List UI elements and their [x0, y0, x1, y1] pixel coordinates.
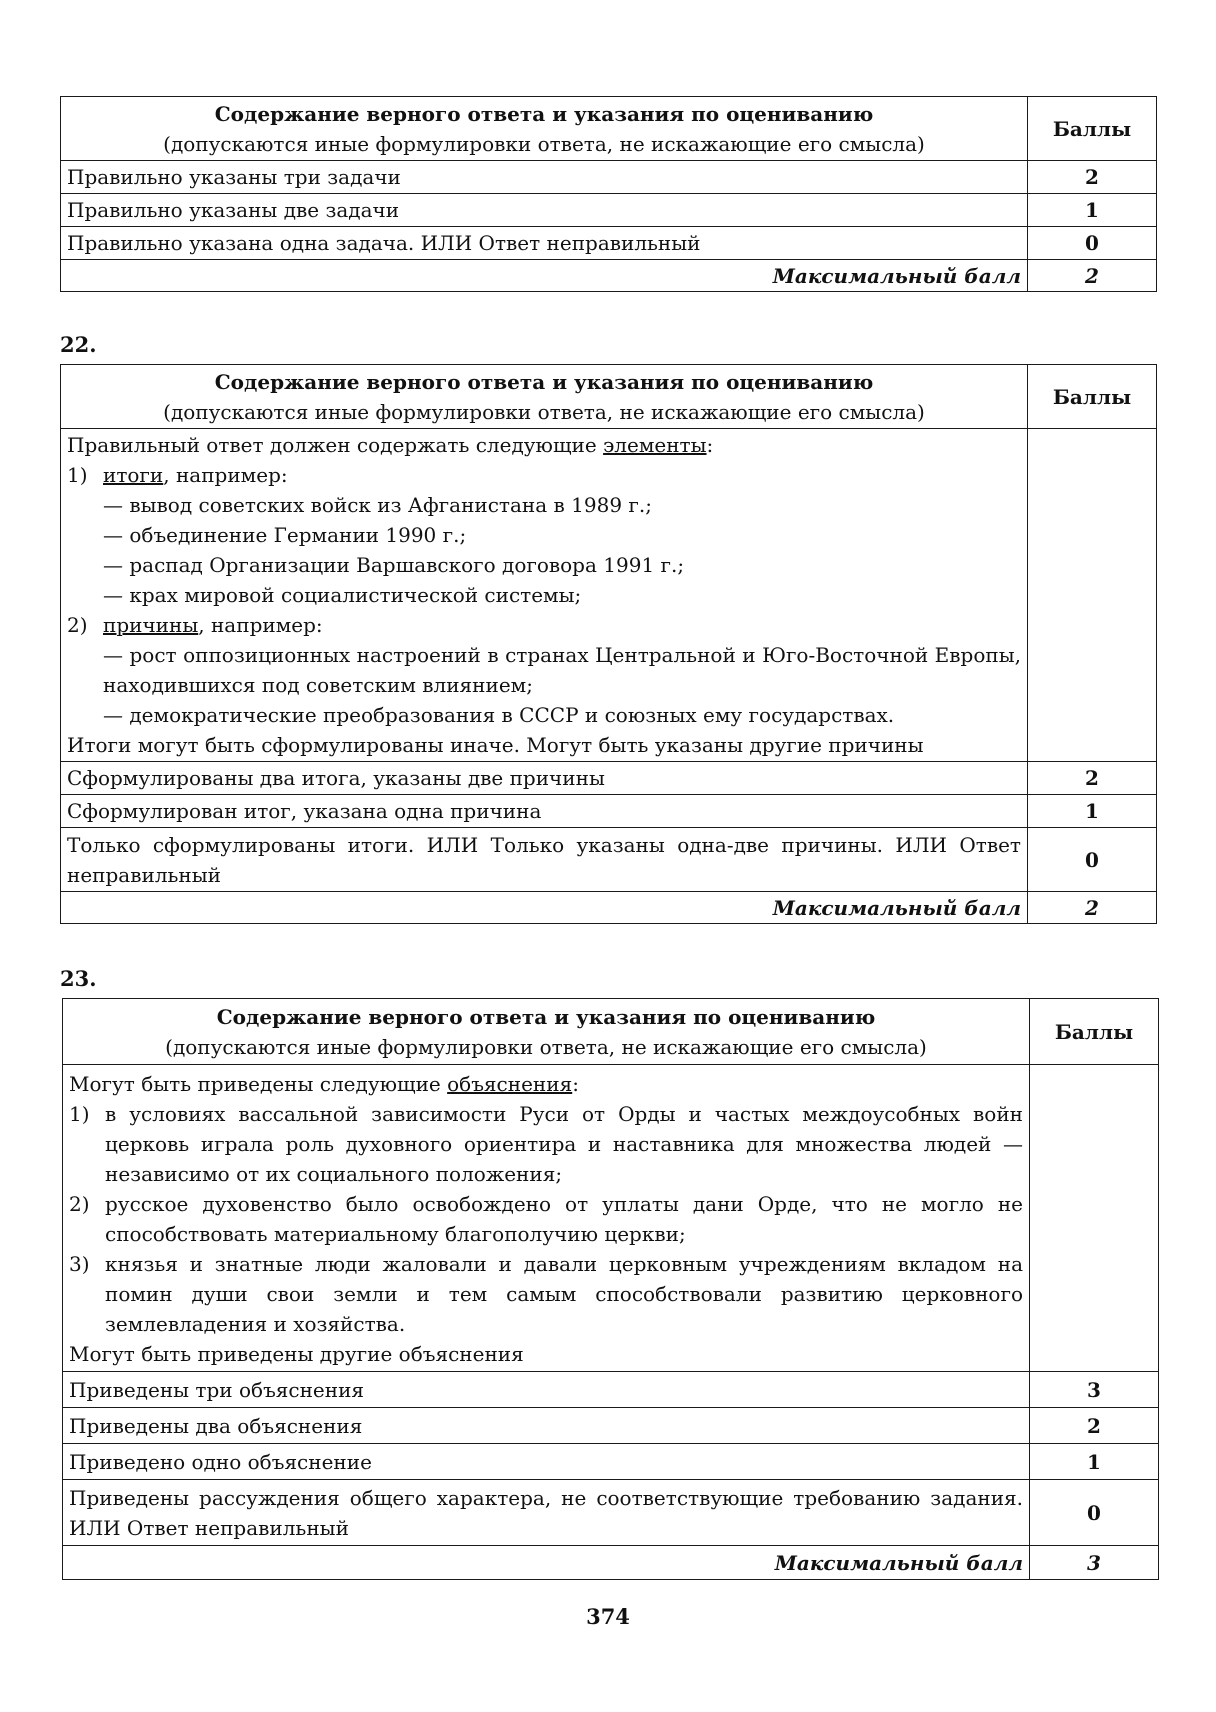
header-cell — [61, 97, 1028, 161]
element-example: — крах мировой социалистической системы; — [103, 583, 582, 607]
table-row — [61, 828, 1157, 892]
criterion-score: 0 — [1028, 828, 1157, 892]
empty-score-cell — [1030, 1065, 1159, 1372]
header-note: (допускаются иные формулировки ответа, не искажающие его смысла) — [163, 131, 925, 156]
element-item: 3) князья и знатные люди жаловали и давали церковным учреждениям вкладом на помин души свои земли и тем самым способствовали развитию церковного землевладения и хозяйства. — [69, 1252, 1023, 1336]
criterion-score: 1 — [1028, 194, 1157, 227]
table-row — [61, 161, 1157, 194]
max-score: 2 — [1028, 892, 1157, 924]
criterion-score: 2 — [1030, 1408, 1159, 1444]
max-row — [63, 1546, 1159, 1580]
max-label: Максимальный балл — [61, 892, 1028, 924]
criterion-text: Правильно указаны две задачи — [61, 194, 1028, 227]
element-example: — вывод советских войск из Афганистана в 1989 г.; — [103, 493, 652, 517]
table-row — [63, 1408, 1159, 1444]
header-note: (допускаются иные формулировки ответа, не искажающие его смысла) — [163, 399, 925, 424]
element-item: 1) в условиях вассальной зависимости Руси от Орды и частых междоусобных войн церковь играла роль духовного ориентира и наставника для множества людей — независимо от их социального положения; — [69, 1102, 1023, 1186]
element-example: — демократические преобразования в СССР и союзных ему государствах. — [103, 703, 895, 727]
criterion-score: 3 — [1030, 1372, 1159, 1408]
criterion-score: 0 — [1028, 227, 1157, 260]
table-row — [61, 762, 1157, 795]
answer-elements — [61, 429, 1028, 762]
elements-closing: Могут быть приведены другие объяснения — [69, 1342, 524, 1366]
elements-closing: Итоги могут быть сформулированы иначе. Могут быть указаны другие причины — [67, 733, 924, 757]
table-row — [61, 795, 1157, 828]
score-header: Баллы — [1030, 999, 1159, 1065]
max-label: Максимальный балл — [63, 1546, 1030, 1580]
criterion-text: Сформулирован итог, указана одна причина — [61, 795, 1028, 828]
table-row — [63, 1480, 1159, 1546]
criterion-score: 1 — [1028, 795, 1157, 828]
table-row — [63, 1444, 1159, 1480]
answer-content-row — [61, 429, 1157, 762]
header-title: Содержание верного ответа и указания по оцениванию — [216, 1004, 876, 1029]
max-row — [61, 260, 1157, 292]
criterion-text: Приведены рассуждения общего характера, не соответствующие требованию задания. ИЛИ Ответ неправильный — [63, 1480, 1030, 1546]
max-label: Максимальный балл — [61, 260, 1028, 292]
header-title: Содержание верного ответа и указания по оцениванию — [214, 101, 874, 126]
table-row — [61, 194, 1157, 227]
element-example: — рост оппозиционных настроений в странах Центральной и Юго-Восточной Европы, находившихся под советским влиянием; — [103, 643, 1021, 697]
criterion-text: Сформулированы два итога, указаны две причины — [61, 762, 1028, 795]
score-header: Баллы — [1028, 365, 1157, 429]
max-score: 2 — [1028, 260, 1157, 292]
criterion-text: Приведены два объяснения — [63, 1408, 1030, 1444]
element-example: — объединение Германии 1990 г.; — [103, 523, 467, 547]
criterion-text: Только сформулированы итоги. ИЛИ Только указаны одна-две причины. ИЛИ Ответ неправильный — [61, 828, 1028, 892]
max-score: 3 — [1030, 1546, 1159, 1580]
criterion-text: Правильно указана одна задача. ИЛИ Ответ неправильный — [61, 227, 1028, 260]
criterion-text: Приведены три объяснения — [63, 1372, 1030, 1408]
answer-content-row — [63, 1065, 1159, 1372]
criterion-score: 2 — [1028, 762, 1157, 795]
criterion-score: 1 — [1030, 1444, 1159, 1480]
header-cell — [61, 365, 1028, 429]
criterion-score: 2 — [1028, 161, 1157, 194]
header-title: Содержание верного ответа и указания по оцениванию — [214, 369, 874, 394]
element-item: 2) причины, например: — [67, 613, 323, 637]
header-cell — [63, 999, 1030, 1065]
element-example: — распад Организации Варшавского договора 1991 г.; — [103, 553, 685, 577]
criterion-text: Правильно указаны три задачи — [61, 161, 1028, 194]
table-22 — [60, 364, 1156, 924]
header-note: (допускаются иные формулировки ответа, не искажающие его смысла) — [165, 1034, 927, 1059]
max-row — [61, 892, 1157, 924]
task-number-23: 23. — [60, 966, 97, 991]
answer-elements — [63, 1065, 1030, 1372]
element-item: 2) русское духовенство было освобождено от уплаты дани Орде, что не могло не способствовать материальному благополучию церкви; — [69, 1192, 1023, 1246]
page-number: 374 — [586, 1604, 630, 1629]
table-21 — [60, 96, 1156, 292]
table-23 — [62, 998, 1158, 1580]
criterion-text: Приведено одно объяснение — [63, 1444, 1030, 1480]
element-item: 1) итоги, например: — [67, 463, 288, 487]
elements-intro: Могут быть приведены следующие объяснения: — [69, 1072, 579, 1096]
task-number-22: 22. — [60, 332, 97, 357]
criterion-score: 0 — [1030, 1480, 1159, 1546]
table-row — [61, 227, 1157, 260]
table-row — [63, 1372, 1159, 1408]
empty-score-cell — [1028, 429, 1157, 762]
score-header: Баллы — [1028, 97, 1157, 161]
elements-intro: Правильный ответ должен содержать следующие элементы: — [67, 433, 714, 457]
